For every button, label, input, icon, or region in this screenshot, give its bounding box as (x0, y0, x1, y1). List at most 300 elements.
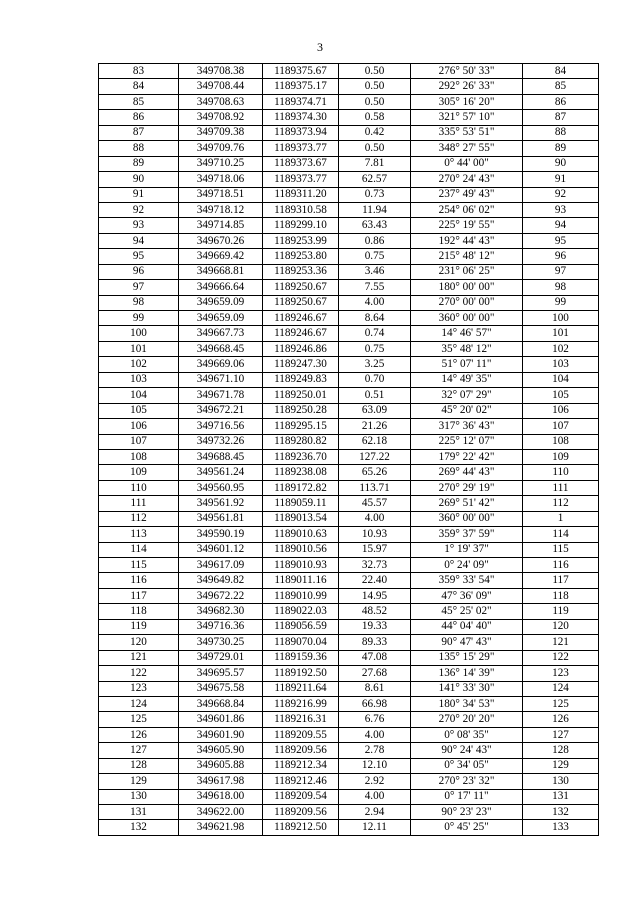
bearing-cell: 231° 06' 25" (411, 264, 523, 279)
y-coordinate-cell: 1189310.58 (263, 202, 339, 217)
x-coordinate-cell: 349709.76 (179, 141, 263, 156)
point-number-cell: 129 (99, 774, 179, 789)
x-coordinate-cell: 349708.92 (179, 110, 263, 125)
y-coordinate-cell: 1189211.64 (263, 681, 339, 696)
y-coordinate-cell: 1189209.56 (263, 805, 339, 820)
bearing-cell: 360° 00' 00" (411, 311, 523, 326)
y-coordinate-cell: 1189216.31 (263, 712, 339, 727)
next-point-cell: 109 (523, 449, 599, 464)
y-coordinate-cell: 1189280.82 (263, 434, 339, 449)
y-coordinate-cell: 1189209.56 (263, 743, 339, 758)
distance-cell: 48.52 (339, 604, 411, 619)
next-point-cell: 123 (523, 666, 599, 681)
next-point-cell: 84 (523, 64, 599, 79)
point-number-cell: 87 (99, 125, 179, 140)
point-number-cell: 93 (99, 218, 179, 233)
next-point-cell: 107 (523, 419, 599, 434)
point-number-cell: 122 (99, 666, 179, 681)
next-point-cell: 91 (523, 172, 599, 187)
x-coordinate-cell: 349672.22 (179, 588, 263, 603)
table-row (99, 64, 599, 79)
distance-cell: 12.11 (339, 820, 411, 835)
next-point-cell: 116 (523, 558, 599, 573)
table-row (99, 511, 599, 526)
bearing-cell: 51° 07' 11" (411, 357, 523, 372)
distance-cell: 19.33 (339, 619, 411, 634)
point-number-cell: 100 (99, 326, 179, 341)
bearing-cell: 270° 24' 43" (411, 172, 523, 187)
y-coordinate-cell: 1189295.15 (263, 419, 339, 434)
distance-cell: 14.95 (339, 588, 411, 603)
distance-cell: 2.94 (339, 805, 411, 820)
next-point-cell: 125 (523, 696, 599, 711)
bearing-cell: 335° 53' 51" (411, 125, 523, 140)
x-coordinate-cell: 349622.00 (179, 805, 263, 820)
y-coordinate-cell: 1189159.36 (263, 650, 339, 665)
next-point-cell: 124 (523, 681, 599, 696)
distance-cell: 7.81 (339, 156, 411, 171)
next-point-cell: 90 (523, 156, 599, 171)
distance-cell: 0.50 (339, 94, 411, 109)
x-coordinate-cell: 349669.06 (179, 357, 263, 372)
table-row (99, 805, 599, 820)
distance-cell: 47.08 (339, 650, 411, 665)
table-row (99, 202, 599, 217)
point-number-cell: 110 (99, 480, 179, 495)
table-row (99, 789, 599, 804)
table-row (99, 820, 599, 835)
table-row (99, 172, 599, 187)
x-coordinate-cell: 349668.81 (179, 264, 263, 279)
bearing-cell: 359° 33' 54" (411, 573, 523, 588)
table-row (99, 141, 599, 156)
y-coordinate-cell: 1189022.03 (263, 604, 339, 619)
distance-cell: 113.71 (339, 480, 411, 495)
coordinates-table (98, 63, 599, 836)
y-coordinate-cell: 1189212.50 (263, 820, 339, 835)
x-coordinate-cell: 349708.38 (179, 64, 263, 79)
page-number: 3 (317, 40, 323, 54)
x-coordinate-cell: 349718.51 (179, 187, 263, 202)
x-coordinate-cell: 349708.63 (179, 94, 263, 109)
y-coordinate-cell: 1189010.63 (263, 527, 339, 542)
point-number-cell: 83 (99, 64, 179, 79)
next-point-cell: 96 (523, 249, 599, 264)
bearing-cell: 0° 24' 09" (411, 558, 523, 573)
distance-cell: 89.33 (339, 635, 411, 650)
bearing-cell: 254° 06' 02" (411, 202, 523, 217)
table-row (99, 434, 599, 449)
y-coordinate-cell: 1189250.28 (263, 403, 339, 418)
bearing-cell: 348° 27' 55" (411, 141, 523, 156)
next-point-cell: 130 (523, 774, 599, 789)
x-coordinate-cell: 349682.30 (179, 604, 263, 619)
distance-cell: 0.50 (339, 64, 411, 79)
next-point-cell: 101 (523, 326, 599, 341)
table-row (99, 712, 599, 727)
table-row (99, 156, 599, 171)
y-coordinate-cell: 1189236.70 (263, 449, 339, 464)
next-point-cell: 105 (523, 388, 599, 403)
x-coordinate-cell: 349601.12 (179, 542, 263, 557)
distance-cell: 2.92 (339, 774, 411, 789)
table-row (99, 696, 599, 711)
table-row (99, 527, 599, 542)
distance-cell: 3.46 (339, 264, 411, 279)
point-number-cell: 86 (99, 110, 179, 125)
next-point-cell: 114 (523, 527, 599, 542)
x-coordinate-cell: 349621.98 (179, 820, 263, 835)
coordinates-table-body (99, 64, 599, 836)
x-coordinate-cell: 349671.10 (179, 372, 263, 387)
point-number-cell: 109 (99, 465, 179, 480)
y-coordinate-cell: 1189311.20 (263, 187, 339, 202)
bearing-cell: 270° 23' 32" (411, 774, 523, 789)
x-coordinate-cell: 349716.56 (179, 419, 263, 434)
distance-cell: 12.10 (339, 758, 411, 773)
distance-cell: 45.57 (339, 496, 411, 511)
table-row (99, 295, 599, 310)
distance-cell: 63.43 (339, 218, 411, 233)
distance-cell: 4.00 (339, 727, 411, 742)
point-number-cell: 116 (99, 573, 179, 588)
point-number-cell: 107 (99, 434, 179, 449)
x-coordinate-cell: 349590.19 (179, 527, 263, 542)
distance-cell: 0.74 (339, 326, 411, 341)
bearing-cell: 0° 17' 11" (411, 789, 523, 804)
x-coordinate-cell: 349617.09 (179, 558, 263, 573)
bearing-cell: 0° 45' 25" (411, 820, 523, 835)
x-coordinate-cell: 349730.25 (179, 635, 263, 650)
table-row (99, 326, 599, 341)
next-point-cell: 117 (523, 573, 599, 588)
y-coordinate-cell: 1189216.99 (263, 696, 339, 711)
x-coordinate-cell: 349716.36 (179, 619, 263, 634)
y-coordinate-cell: 1189247.30 (263, 357, 339, 372)
point-number-cell: 105 (99, 403, 179, 418)
point-number-cell: 103 (99, 372, 179, 387)
next-point-cell: 89 (523, 141, 599, 156)
next-point-cell: 133 (523, 820, 599, 835)
distance-cell: 0.58 (339, 110, 411, 125)
y-coordinate-cell: 1189299.10 (263, 218, 339, 233)
bearing-cell: 276° 50' 33" (411, 64, 523, 79)
bearing-cell: 0° 34' 05" (411, 758, 523, 773)
table-row (99, 650, 599, 665)
x-coordinate-cell: 349667.73 (179, 326, 263, 341)
y-coordinate-cell: 1189238.08 (263, 465, 339, 480)
next-point-cell: 121 (523, 635, 599, 650)
bearing-cell: 321° 57' 10" (411, 110, 523, 125)
x-coordinate-cell: 349601.86 (179, 712, 263, 727)
x-coordinate-cell: 349666.64 (179, 280, 263, 295)
point-number-cell: 101 (99, 341, 179, 356)
y-coordinate-cell: 1189253.36 (263, 264, 339, 279)
distance-cell: 65.26 (339, 465, 411, 480)
distance-cell: 62.57 (339, 172, 411, 187)
next-point-cell: 126 (523, 712, 599, 727)
y-coordinate-cell: 1189250.01 (263, 388, 339, 403)
distance-cell: 0.73 (339, 187, 411, 202)
x-coordinate-cell: 349601.90 (179, 727, 263, 742)
y-coordinate-cell: 1189253.80 (263, 249, 339, 264)
table-row (99, 125, 599, 140)
distance-cell: 0.75 (339, 341, 411, 356)
y-coordinate-cell: 1189250.67 (263, 280, 339, 295)
x-coordinate-cell: 349732.26 (179, 434, 263, 449)
next-point-cell: 97 (523, 264, 599, 279)
bearing-cell: 269° 51' 42" (411, 496, 523, 511)
y-coordinate-cell: 1189209.54 (263, 789, 339, 804)
bearing-cell: 180° 00' 00" (411, 280, 523, 295)
y-coordinate-cell: 1189010.99 (263, 588, 339, 603)
x-coordinate-cell: 349729.01 (179, 650, 263, 665)
distance-cell: 0.51 (339, 388, 411, 403)
x-coordinate-cell: 349561.24 (179, 465, 263, 480)
y-coordinate-cell: 1189246.67 (263, 326, 339, 341)
next-point-cell: 103 (523, 357, 599, 372)
next-point-cell: 122 (523, 650, 599, 665)
bearing-cell: 270° 20' 20" (411, 712, 523, 727)
bearing-cell: 270° 29' 19" (411, 480, 523, 495)
table-row (99, 542, 599, 557)
table-row (99, 496, 599, 511)
next-point-cell: 95 (523, 233, 599, 248)
distance-cell: 0.70 (339, 372, 411, 387)
point-number-cell: 91 (99, 187, 179, 202)
bearing-cell: 237° 49' 43" (411, 187, 523, 202)
bearing-cell: 359° 37' 59" (411, 527, 523, 542)
x-coordinate-cell: 349668.84 (179, 696, 263, 711)
x-coordinate-cell: 349688.45 (179, 449, 263, 464)
bearing-cell: 44° 04' 40" (411, 619, 523, 634)
table-row (99, 94, 599, 109)
x-coordinate-cell: 349560.95 (179, 480, 263, 495)
x-coordinate-cell: 349668.45 (179, 341, 263, 356)
y-coordinate-cell: 1189010.56 (263, 542, 339, 557)
distance-cell: 62.18 (339, 434, 411, 449)
y-coordinate-cell: 1189172.82 (263, 480, 339, 495)
bearing-cell: 90° 23' 23" (411, 805, 523, 820)
y-coordinate-cell: 1189374.30 (263, 110, 339, 125)
distance-cell: 4.00 (339, 511, 411, 526)
next-point-cell: 128 (523, 743, 599, 758)
point-number-cell: 112 (99, 511, 179, 526)
bearing-cell: 180° 34' 53" (411, 696, 523, 711)
bearing-cell: 45° 20' 02" (411, 403, 523, 418)
distance-cell: 0.75 (339, 249, 411, 264)
x-coordinate-cell: 349709.38 (179, 125, 263, 140)
table-row (99, 341, 599, 356)
point-number-cell: 119 (99, 619, 179, 634)
x-coordinate-cell: 349675.58 (179, 681, 263, 696)
distance-cell: 32.73 (339, 558, 411, 573)
distance-cell: 11.94 (339, 202, 411, 217)
bearing-cell: 270° 00' 00" (411, 295, 523, 310)
x-coordinate-cell: 349659.09 (179, 295, 263, 310)
next-point-cell: 118 (523, 588, 599, 603)
point-number-cell: 117 (99, 588, 179, 603)
bearing-cell: 14° 46' 57" (411, 326, 523, 341)
bearing-cell: 0° 08' 35" (411, 727, 523, 742)
table-row (99, 233, 599, 248)
next-point-cell: 110 (523, 465, 599, 480)
table-row (99, 264, 599, 279)
x-coordinate-cell: 349659.09 (179, 311, 263, 326)
x-coordinate-cell: 349670.26 (179, 233, 263, 248)
next-point-cell: 120 (523, 619, 599, 634)
y-coordinate-cell: 1189192.50 (263, 666, 339, 681)
point-number-cell: 106 (99, 419, 179, 434)
y-coordinate-cell: 1189375.17 (263, 79, 339, 94)
table-row (99, 774, 599, 789)
y-coordinate-cell: 1189246.86 (263, 341, 339, 356)
point-number-cell: 124 (99, 696, 179, 711)
next-point-cell: 92 (523, 187, 599, 202)
table-row (99, 573, 599, 588)
x-coordinate-cell: 349669.42 (179, 249, 263, 264)
bearing-cell: 1° 19' 37" (411, 542, 523, 557)
table-row (99, 280, 599, 295)
distance-cell: 8.61 (339, 681, 411, 696)
table-row (99, 743, 599, 758)
x-coordinate-cell: 349561.81 (179, 511, 263, 526)
y-coordinate-cell: 1189070.04 (263, 635, 339, 650)
table-row (99, 187, 599, 202)
x-coordinate-cell: 349672.21 (179, 403, 263, 418)
next-point-cell: 132 (523, 805, 599, 820)
x-coordinate-cell: 349649.82 (179, 573, 263, 588)
table-row (99, 666, 599, 681)
next-point-cell: 115 (523, 542, 599, 557)
bearing-cell: 192° 44' 43" (411, 233, 523, 248)
table-row (99, 604, 599, 619)
y-coordinate-cell: 1189373.94 (263, 125, 339, 140)
point-number-cell: 89 (99, 156, 179, 171)
next-point-cell: 88 (523, 125, 599, 140)
bearing-cell: 0° 44' 00" (411, 156, 523, 171)
y-coordinate-cell: 1189374.71 (263, 94, 339, 109)
table-row (99, 79, 599, 94)
point-number-cell: 132 (99, 820, 179, 835)
distance-cell: 127.22 (339, 449, 411, 464)
next-point-cell: 93 (523, 202, 599, 217)
bearing-cell: 135° 15' 29" (411, 650, 523, 665)
y-coordinate-cell: 1189373.77 (263, 141, 339, 156)
bearing-cell: 215° 48' 12" (411, 249, 523, 264)
bearing-cell: 360° 00' 00" (411, 511, 523, 526)
x-coordinate-cell: 349617.98 (179, 774, 263, 789)
point-number-cell: 92 (99, 202, 179, 217)
distance-cell: 3.25 (339, 357, 411, 372)
point-number-cell: 130 (99, 789, 179, 804)
table-row (99, 465, 599, 480)
bearing-cell: 14° 49' 35" (411, 372, 523, 387)
bearing-cell: 136° 14' 39" (411, 666, 523, 681)
table-row (99, 681, 599, 696)
point-number-cell: 99 (99, 311, 179, 326)
point-number-cell: 118 (99, 604, 179, 619)
bearing-cell: 317° 36' 43" (411, 419, 523, 434)
point-number-cell: 123 (99, 681, 179, 696)
distance-cell: 4.00 (339, 295, 411, 310)
distance-cell: 4.00 (339, 789, 411, 804)
distance-cell: 7.55 (339, 280, 411, 295)
y-coordinate-cell: 1189373.67 (263, 156, 339, 171)
point-number-cell: 126 (99, 727, 179, 742)
distance-cell: 27.68 (339, 666, 411, 681)
bearing-cell: 32° 07' 29" (411, 388, 523, 403)
next-point-cell: 108 (523, 434, 599, 449)
y-coordinate-cell: 1189011.16 (263, 573, 339, 588)
distance-cell: 6.76 (339, 712, 411, 727)
point-number-cell: 94 (99, 233, 179, 248)
next-point-cell: 85 (523, 79, 599, 94)
distance-cell: 0.50 (339, 79, 411, 94)
y-coordinate-cell: 1189013.54 (263, 511, 339, 526)
x-coordinate-cell: 349605.88 (179, 758, 263, 773)
bearing-cell: 141° 33' 30" (411, 681, 523, 696)
next-point-cell: 99 (523, 295, 599, 310)
next-point-cell: 119 (523, 604, 599, 619)
point-number-cell: 125 (99, 712, 179, 727)
x-coordinate-cell: 349708.44 (179, 79, 263, 94)
point-number-cell: 98 (99, 295, 179, 310)
y-coordinate-cell: 1189253.99 (263, 233, 339, 248)
point-number-cell: 108 (99, 449, 179, 464)
bearing-cell: 179° 22' 42" (411, 449, 523, 464)
table-row (99, 558, 599, 573)
x-coordinate-cell: 349671.78 (179, 388, 263, 403)
next-point-cell: 127 (523, 727, 599, 742)
point-number-cell: 97 (99, 280, 179, 295)
distance-cell: 63.09 (339, 403, 411, 418)
x-coordinate-cell: 349718.12 (179, 202, 263, 217)
distance-cell: 8.64 (339, 311, 411, 326)
table-row (99, 110, 599, 125)
point-number-cell: 115 (99, 558, 179, 573)
y-coordinate-cell: 1189373.77 (263, 172, 339, 187)
table-row (99, 588, 599, 603)
point-number-cell: 111 (99, 496, 179, 511)
distance-cell: 15.97 (339, 542, 411, 557)
distance-cell: 2.78 (339, 743, 411, 758)
y-coordinate-cell: 1189250.67 (263, 295, 339, 310)
bearing-cell: 292° 26' 33" (411, 79, 523, 94)
x-coordinate-cell: 349561.92 (179, 496, 263, 511)
point-number-cell: 127 (99, 743, 179, 758)
point-number-cell: 102 (99, 357, 179, 372)
y-coordinate-cell: 1189059.11 (263, 496, 339, 511)
point-number-cell: 121 (99, 650, 179, 665)
y-coordinate-cell: 1189246.67 (263, 311, 339, 326)
table-row (99, 249, 599, 264)
point-number-cell: 113 (99, 527, 179, 542)
next-point-cell: 94 (523, 218, 599, 233)
bearing-cell: 35° 48' 12" (411, 341, 523, 356)
table-row (99, 311, 599, 326)
point-number-cell: 85 (99, 94, 179, 109)
table-row (99, 635, 599, 650)
next-point-cell: 102 (523, 341, 599, 356)
next-point-cell: 86 (523, 94, 599, 109)
table-row (99, 480, 599, 495)
bearing-cell: 90° 47' 43" (411, 635, 523, 650)
point-number-cell: 96 (99, 264, 179, 279)
distance-cell: 0.50 (339, 141, 411, 156)
distance-cell: 21.26 (339, 419, 411, 434)
point-number-cell: 128 (99, 758, 179, 773)
